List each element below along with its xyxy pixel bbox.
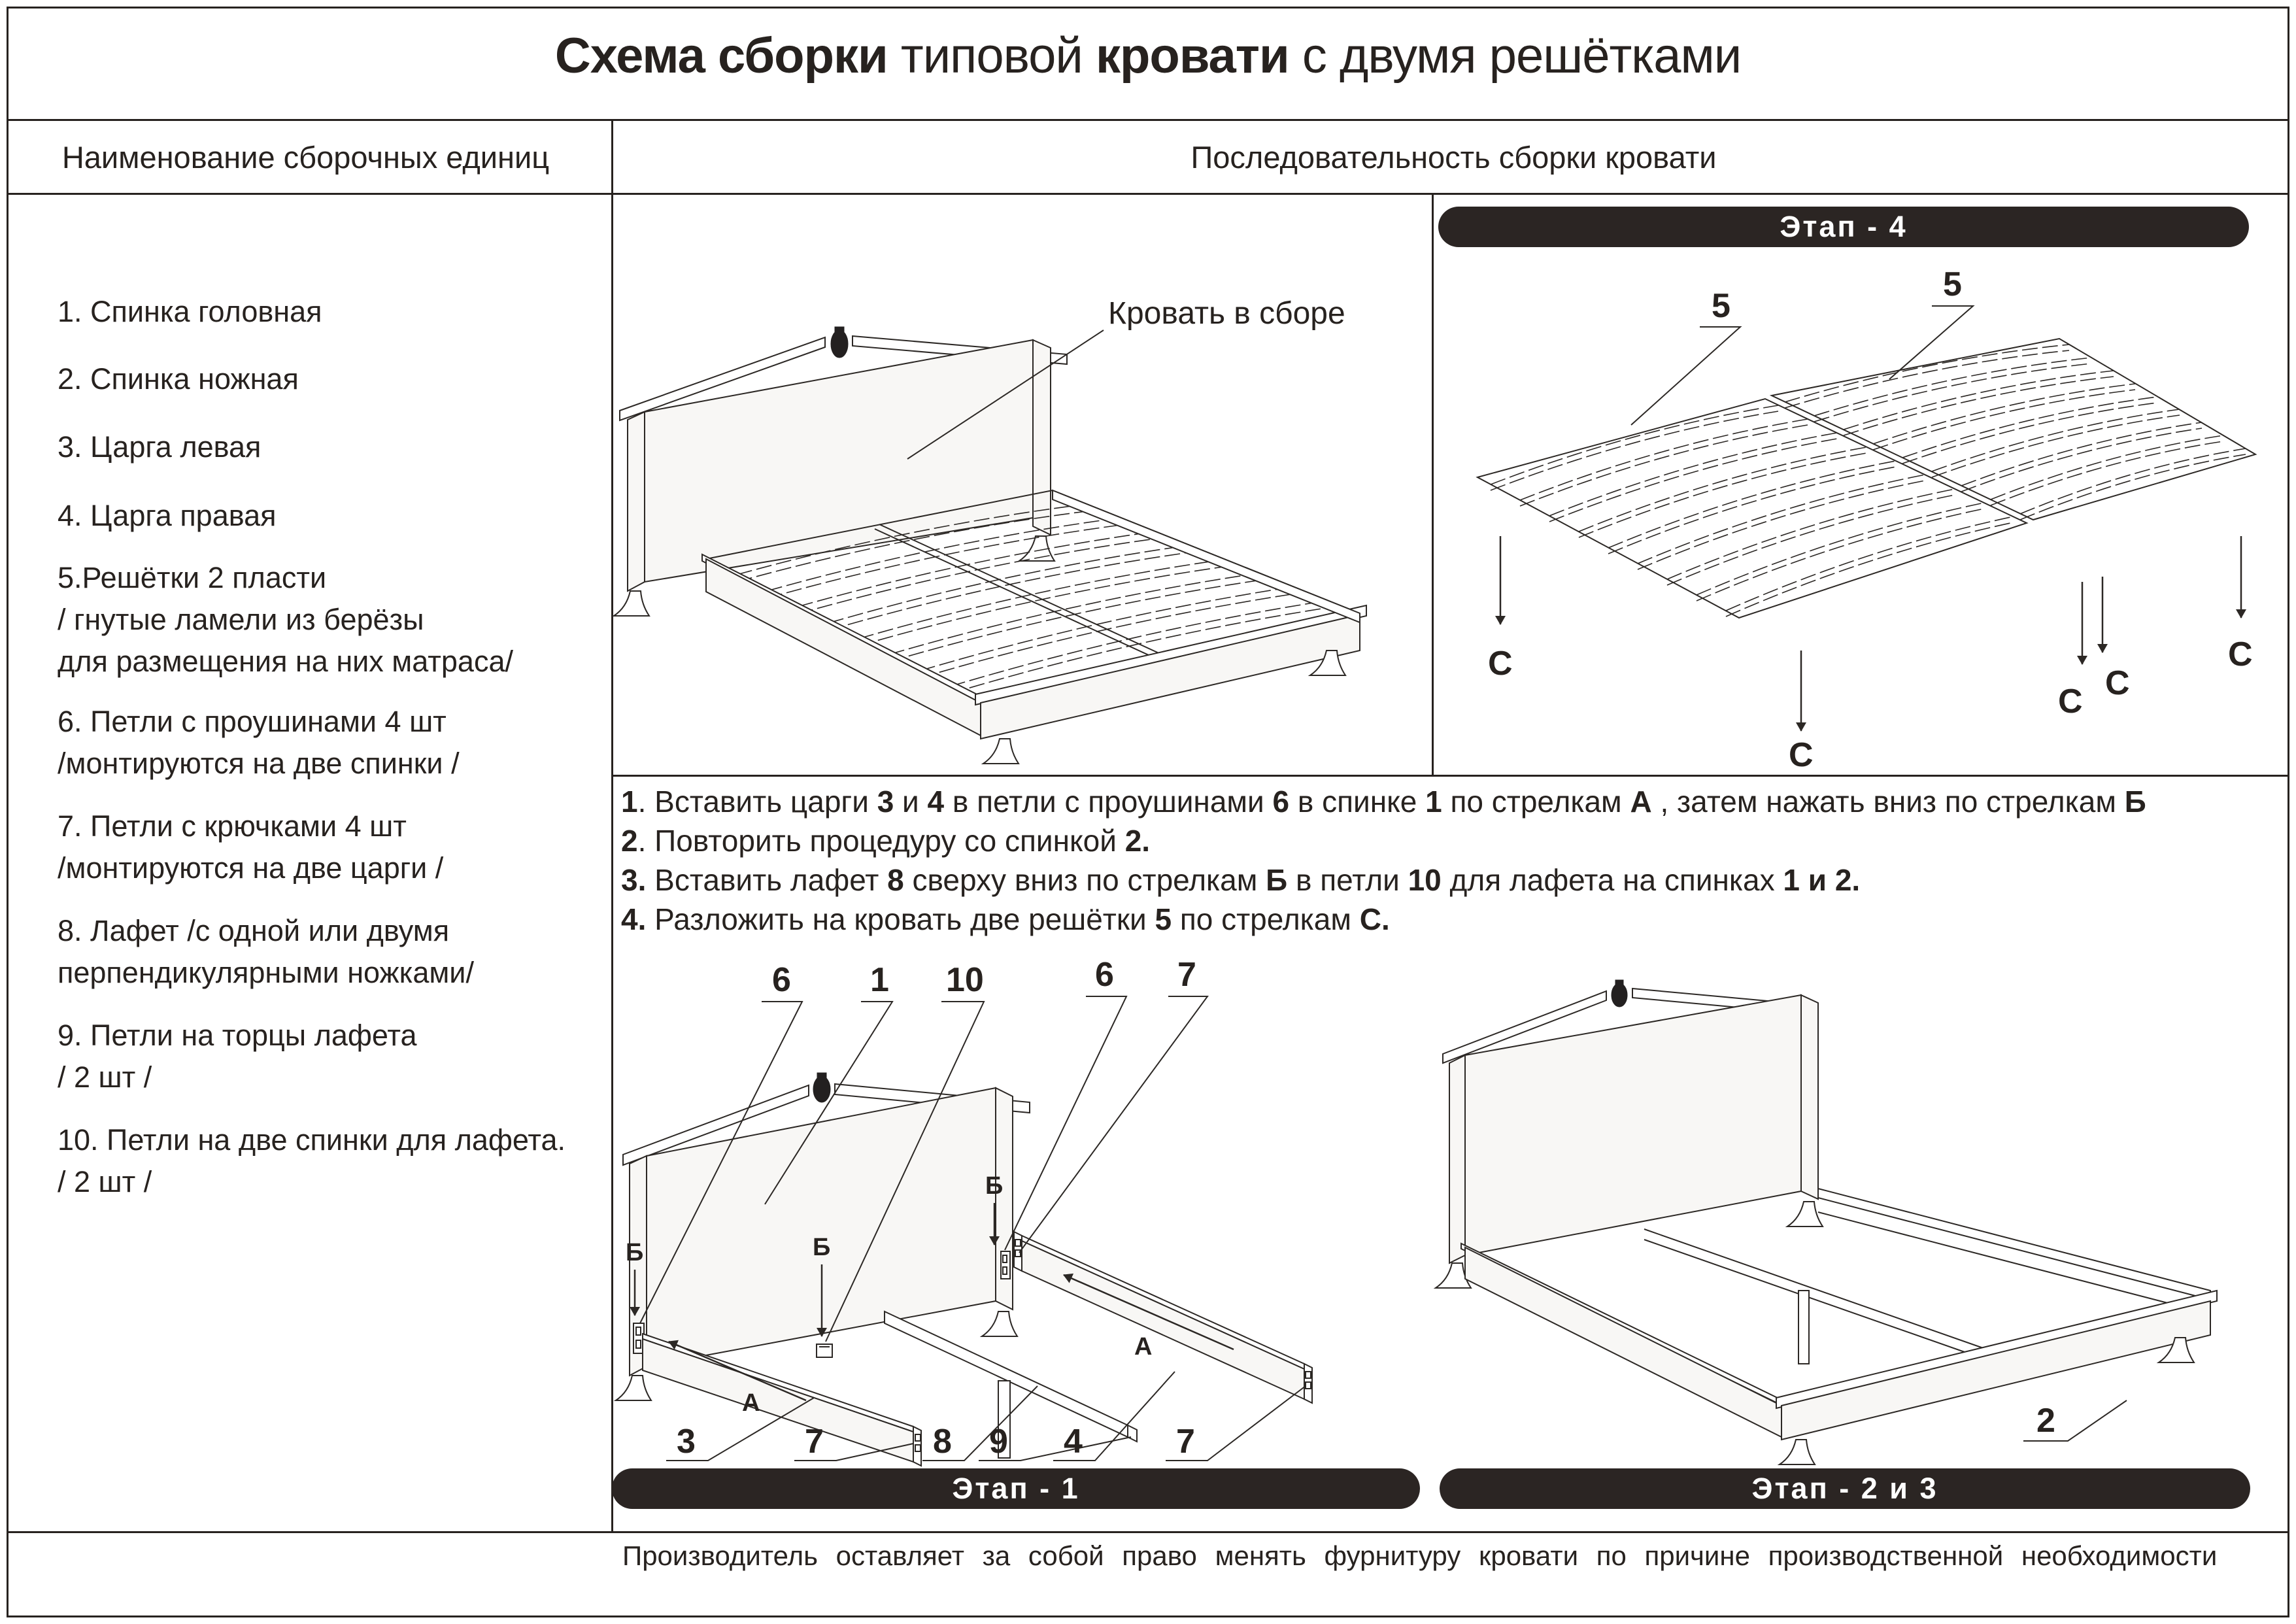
rule-table-bottom: [8, 1531, 2288, 1533]
bed-foot: [616, 1376, 651, 1400]
banner-stage-4: Этап - 4: [1438, 207, 2249, 247]
divider-right-column: [1432, 193, 1434, 777]
headboard: [614, 327, 1067, 616]
bed-foot: [982, 1311, 1017, 1336]
step-2: 2. Повторить процедуру со спинкой 2.: [621, 824, 1151, 858]
arrow-label-a: А: [742, 1389, 760, 1417]
parts-item-2: 2. Спинка ножная: [58, 362, 299, 396]
callout-9: 9: [989, 1423, 1008, 1461]
vase-ornament-icon: [1612, 980, 1627, 1007]
hinge-hook: [1015, 1240, 1021, 1246]
hinge-eyelet: [1001, 1251, 1010, 1279]
rail-right: [1818, 1189, 2210, 1300]
parts-item-10: 10. Петли на две спинки для лафета. / 2 шт /: [58, 1123, 566, 1198]
callout-7: 7: [1177, 956, 1196, 994]
parts-item-7: 7. Петли с крючками 4 шт /монтируются на две царги /: [58, 809, 444, 885]
parts-item-4: 4. Царга правая: [58, 499, 277, 532]
assembled-bed-illustration: [615, 216, 1428, 771]
arrow-label-c: С: [2058, 683, 2083, 720]
vase-ornament-icon: [831, 327, 848, 358]
parts-item-6: 6. Петли с проушинами 4 шт /монтируются на две спинки /: [58, 705, 460, 780]
footer-note: Производитель оставляет за собой право менять фурнитуру кровати по причине производственной необходимости: [622, 1540, 2218, 1571]
parts-item-1: 1. Спинка головная: [58, 295, 322, 328]
bed-foot: [1780, 1440, 1815, 1464]
parts-item-9: 9. Петли на торцы лафета / 2 шт /: [58, 1019, 417, 1094]
parts-item-8: 8. Лафет /с одной или двумя перпендикулярными ножками/: [58, 914, 474, 989]
title-bold-1: Схема сборки: [554, 28, 888, 84]
banner-stage-2-3: Этап - 2 и 3: [1440, 1468, 2250, 1509]
title-reg-2: с двумя решётками: [1289, 28, 1742, 84]
callout-7: 7: [1176, 1423, 1195, 1461]
hinge-lafet: [817, 1344, 832, 1357]
callout-4: 4: [1064, 1423, 1083, 1461]
callout-3: 3: [677, 1423, 696, 1461]
stage23-illustration: [1435, 948, 2296, 1464]
assembled-caption: Кровать в сборе: [1108, 296, 1345, 331]
arrow-label-b: Б: [813, 1234, 831, 1261]
arrow-label-a: А: [1134, 1333, 1153, 1361]
hinge-hook: [915, 1445, 920, 1451]
assembly-steps: [621, 782, 2285, 939]
title-reg-1: типовой: [887, 28, 1096, 84]
grid-label-5: 5: [1943, 265, 1962, 303]
rule-mid: [611, 775, 2288, 777]
headboard: [1436, 980, 1823, 1288]
title-bold-2: кровати: [1095, 28, 1289, 84]
arrow-label-c: С: [1488, 645, 1513, 683]
arrow-label-c: С: [2228, 635, 2253, 673]
callout-1: 1: [870, 961, 889, 999]
rule-header-bottom: [8, 193, 2288, 195]
callout-8: 8: [933, 1423, 952, 1461]
rail-right: [1014, 1232, 1312, 1403]
callout-6: 6: [772, 961, 791, 999]
lafet-beam: [1644, 1229, 1991, 1361]
arrow-label-b: Б: [985, 1172, 1004, 1200]
callout-6: 6: [1095, 956, 1114, 994]
parts-item-5: 5.Решётки 2 пласти / гнутые ламели из берёзы для размещения на них матраса/: [58, 561, 513, 678]
step-4: 4. Разложить на кровать две решётки 5 по стрелкам С.: [621, 902, 1390, 936]
vase-ornament-icon: [813, 1073, 830, 1102]
page-title: [0, 27, 2296, 84]
hinge-hook: [1306, 1372, 1311, 1378]
step-3: 3. Вставить лафет 8 сверху вниз по стрелкам Б в петли 10 для лафета на спинках 1 и 2.: [621, 863, 1861, 897]
bed-foot: [983, 739, 1019, 764]
callout-7: 7: [805, 1423, 824, 1461]
callout-10: 10: [946, 961, 984, 999]
grid-label-5: 5: [1712, 287, 1730, 325]
bed-foot: [614, 591, 649, 616]
arrow-label-b: Б: [626, 1239, 644, 1266]
hinge-hook: [1306, 1382, 1311, 1389]
column-header-sequence: Последовательность сборки кровати: [1190, 140, 1717, 175]
banner-stage-1: Этап - 1: [612, 1468, 1420, 1509]
stage1-illustration: [611, 948, 1435, 1464]
bed-foot: [1787, 1202, 1823, 1226]
hinge-hook: [915, 1434, 920, 1441]
callout-2: [2023, 1400, 2127, 1441]
arrow-label-c: С: [1789, 736, 1814, 774]
parts-item-3: 3. Царга левая: [58, 430, 262, 464]
step-1: 1. Вставить царги 3 и 4 в петли с проушинами 6 в спинке 1 по стрелкам А , затем нажать вниз по стрелкам Б: [621, 785, 2146, 819]
lafet-leg: [1798, 1291, 1809, 1364]
callout-2-label: 2: [2036, 1402, 2055, 1440]
stage4-illustration: [1438, 262, 2288, 774]
rule-top: [8, 119, 2288, 121]
column-header-parts: Наименование сборочных единиц: [61, 140, 550, 175]
rail-left: [1465, 1247, 1781, 1437]
footboard: [1781, 1301, 2210, 1440]
arrow-label-c: С: [2105, 664, 2130, 702]
